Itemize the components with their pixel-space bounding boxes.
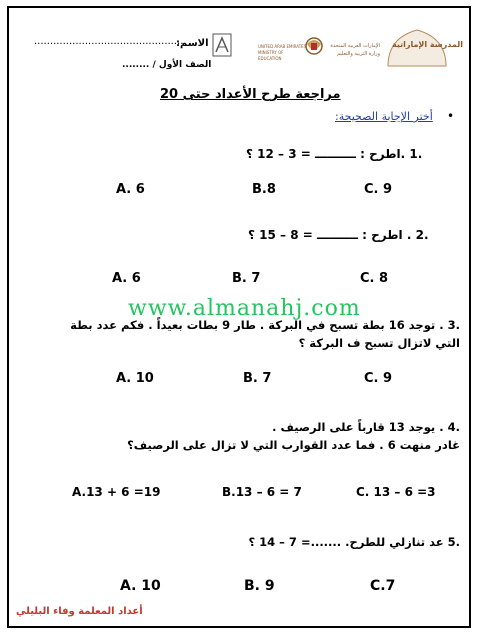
question-3-line-1: .3 . توجد 16 بطة تسبح في البركة . طار 9 بطات بعيداً . فكم عدد بطة	[70, 318, 460, 332]
emirates-emblem-icon	[303, 34, 325, 60]
q1-option-c[interactable]: C. 9	[364, 182, 393, 197]
name-label: الاسم:	[176, 38, 209, 49]
q3-option-c[interactable]: C. 9	[364, 371, 393, 386]
school-name: المدرسة الإماراتية	[392, 40, 463, 49]
q1-option-b[interactable]: B.8	[252, 182, 276, 197]
q3-option-b[interactable]: B. 7	[243, 371, 272, 386]
q5-option-c[interactable]: C.7	[370, 578, 396, 594]
question-1: .1 .اطرح : ــــــــــ = 3 – 12 ؟	[246, 147, 423, 161]
q4-option-a[interactable]: A.13 + 6 =19	[72, 485, 161, 499]
q5-option-a[interactable]: A. 10	[120, 578, 161, 594]
question-2: .2 . اطرح : ــــــــــ = 8 – 15 ؟	[248, 228, 429, 242]
q2-option-b[interactable]: B. 7	[232, 271, 261, 286]
bullet: •	[447, 109, 455, 123]
question-4-line-2: غادر منهت 6 . فما عدد القوارب التي لا تزال على الرصيف؟	[127, 438, 460, 452]
class-label: الصف الأول / ........	[122, 60, 212, 70]
teacher-credit: أعداد المعلمة وفاء البليلي	[16, 606, 143, 617]
question-5: .5 عد تنازلي للطرح. .......= 7 – 14 ؟	[248, 535, 460, 549]
q5-option-b[interactable]: B. 9	[244, 578, 275, 594]
ministry-ar: الإمارات العربية المتحدة وزارة التربية والتعليم	[330, 43, 380, 57]
watermark: www.almanahj.com	[128, 296, 361, 321]
ministry-en: UNITED ARAB EMIRATES MINISTRY OF EDUCATION	[258, 44, 307, 61]
q4-option-b[interactable]: B.13 – 6 = 7	[222, 485, 302, 499]
q4-option-c[interactable]: C. 13 – 6 =3	[356, 485, 436, 499]
q3-option-a[interactable]: A. 10	[116, 371, 154, 386]
question-3-line-2: التي لاتزال تسبح ف البركة ؟	[298, 336, 460, 350]
instruction: أختر الإجابة الصحيحة:	[335, 110, 433, 123]
q2-option-a[interactable]: A. 6	[112, 271, 141, 286]
q1-option-a[interactable]: A. 6	[116, 182, 145, 197]
q2-option-c[interactable]: C. 8	[360, 271, 389, 286]
page-title: مراجعة طرح الأعداد حتى 20	[160, 87, 341, 102]
name-dots: ................................................	[34, 36, 187, 47]
left-logo	[210, 32, 234, 60]
question-4-line-1: .4 . يوجد 13 قارباً على الرصيف .	[272, 420, 460, 434]
